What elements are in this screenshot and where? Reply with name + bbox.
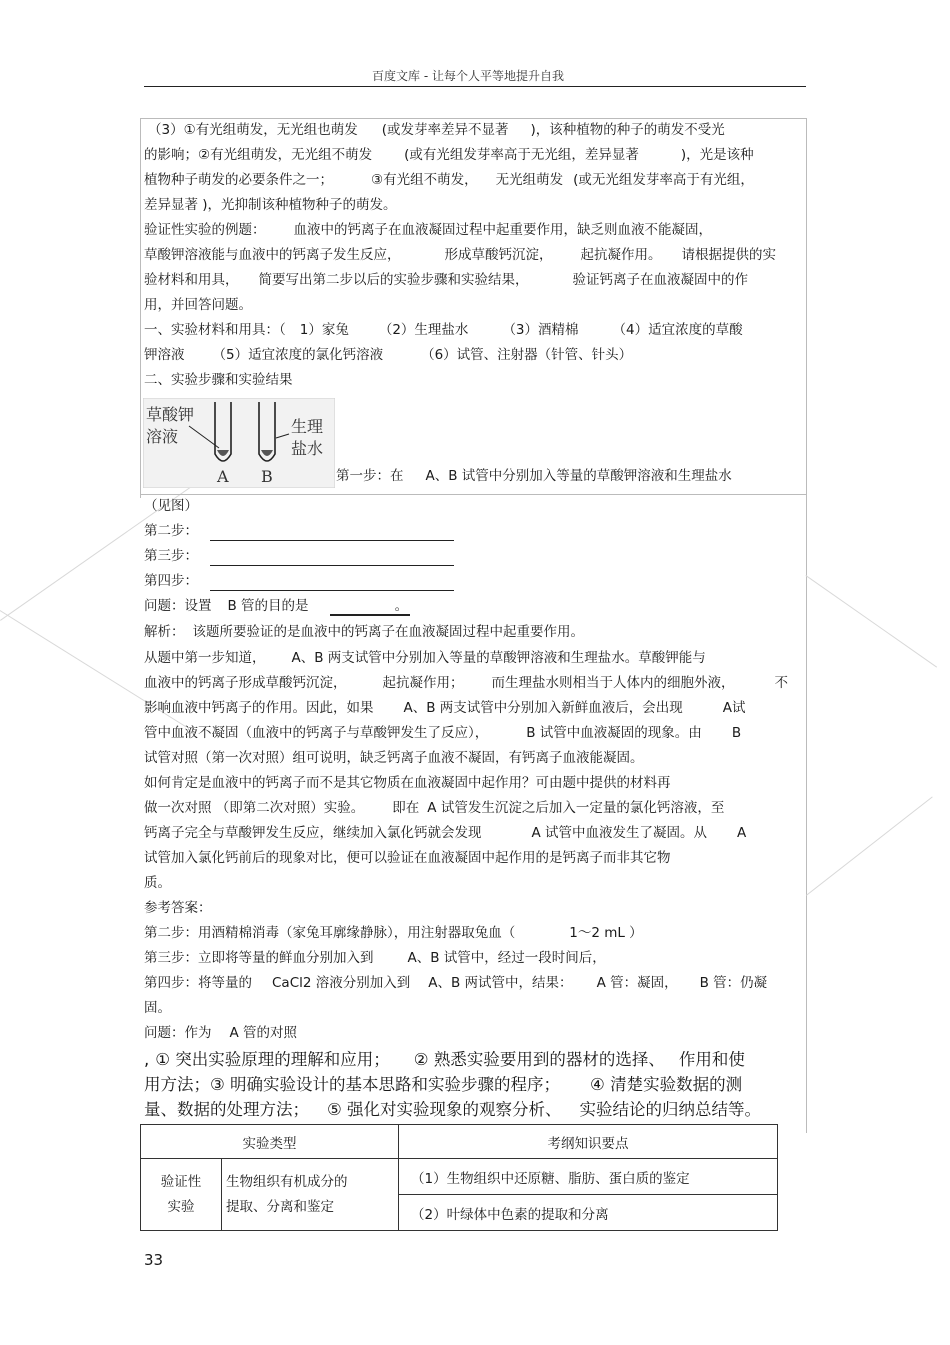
seg: 问题：作为 — [144, 1025, 212, 1041]
syllabus-table — [140, 1124, 778, 1231]
text-line-33 — [144, 996, 171, 1021]
table-item-2: （2）叶绿体中色素的提取和分离 — [399, 1195, 778, 1231]
seg: 做一次对照 （即第二次对照）实验。 — [144, 800, 365, 816]
text-line-23 — [144, 746, 644, 771]
seg: 第三步：立即将等量的鲜血分别加入到 — [144, 950, 374, 966]
seg: 血液中的钙离子形成草酸钙沉淀， — [144, 675, 347, 691]
summary-line-2 — [144, 1073, 742, 1097]
table-category-cell — [141, 1159, 222, 1231]
seg: 试管加入氯化钙前后的现象对比，便可以验证在血液凝固中起作用的是钙离子而非其它物 — [144, 850, 671, 866]
seg: 验证性实验的例题： — [144, 222, 266, 238]
header-rule — [144, 86, 806, 87]
seg: 草酸钾溶液能与血液中的钙离子发生反应， — [144, 247, 401, 263]
seg: A试 — [722, 700, 746, 716]
text-line-25 — [144, 796, 724, 821]
diagonal-line-right-lower — [806, 796, 933, 895]
seg: 固。 — [144, 1000, 171, 1016]
text-line-3 — [144, 168, 754, 193]
seg: A、B 试管中分别加入等量的草酸钾溶液和生理盐水 — [425, 468, 732, 484]
frame-left-line — [140, 118, 141, 498]
text-line-22 — [144, 721, 741, 746]
seg: 简要写出第二步以后的实验步骤和实验结果， — [258, 272, 529, 288]
seg: 起抗凝作用； — [382, 675, 464, 691]
text-line-1 — [148, 118, 725, 143]
seg: 解析： — [144, 624, 185, 640]
topic-line-1: 生物组织有机成分的 — [226, 1173, 348, 1190]
header-title: 百度文库 - 让每个人平等地提升自我 — [372, 69, 564, 83]
seg: 第三步： — [144, 548, 198, 564]
table-topic-cell — [222, 1159, 399, 1231]
seg: 植物种子萌发的必要条件之一； — [144, 172, 333, 188]
seg: 即在 — [392, 800, 420, 816]
seg: 1～2 mL ） — [569, 925, 643, 941]
seg: 1）家兔 — [299, 322, 349, 338]
text-line-11 — [144, 368, 293, 393]
seg: A 管的对照 — [229, 1025, 298, 1041]
table-item-1: （1）生物组织中还原糖、脂肪、蛋白质的鉴定 — [399, 1159, 778, 1195]
seg: （3）①有光组萌发，无光组也萌发 — [148, 122, 358, 138]
text-line-24 — [144, 771, 671, 796]
figure-tube-a-label: A — [217, 467, 229, 486]
seg: 不 — [774, 675, 788, 691]
seg: 如何肯定是血液中的钙离子而不是其它物质在血液凝固中起作用？可由题中提供的材料再 — [144, 775, 671, 791]
table-row — [141, 1159, 778, 1195]
seg: 试管对照（第一次对照）组可说明，缺乏钙离子血液不凝固，有钙离子血液能凝固。 — [144, 750, 644, 766]
seg: 质。 — [144, 875, 171, 891]
seg: （见图） — [144, 498, 198, 514]
text-line-5 — [144, 218, 712, 243]
category-line-2: 实验 — [167, 1198, 195, 1215]
seg: 作用和使 — [678, 1050, 745, 1069]
seg: 该题所要验证的是血液中的钙离子在血液凝固过程中起重要作用。 — [192, 624, 584, 640]
seg: A 试管中血液发生了凝固。从 — [531, 825, 708, 841]
seg: ② 熟悉实验要用到的器材的选择、 — [413, 1050, 665, 1069]
figure-label-oxalate-2: 溶液 — [146, 427, 179, 446]
seg: 请根据提供的实 — [681, 247, 776, 263]
test-tube-figure — [143, 398, 335, 488]
text-line-6 — [144, 243, 776, 268]
seg: 二、实验步骤和实验结果 — [144, 372, 293, 388]
text-line-13 — [144, 494, 198, 519]
text-line-18 — [144, 620, 584, 645]
seg: 参考答案： — [144, 900, 212, 916]
text-line-4 — [144, 193, 397, 218]
diagonal-line-right — [805, 575, 937, 668]
seg: 无光组萌发 — [495, 172, 564, 188]
seg: A 管：凝固， — [596, 975, 678, 991]
step2-label — [144, 519, 198, 544]
seg: 差异显著 )，光抑制该种植物种子的萌发。 — [144, 197, 397, 213]
seg: ① 突出实验原理的理解和应用； — [155, 1050, 390, 1069]
text-line-26 — [144, 821, 746, 846]
text-line-34 — [144, 1021, 297, 1046]
seg: 用方法；③ 明确实验设计的基本思路和实验步骤的程序； — [144, 1075, 561, 1094]
seg: 从题中第一步知道， — [144, 650, 266, 666]
seg: （6）试管、注射器（针管、针头） — [421, 347, 633, 363]
text-line-30 — [144, 921, 643, 946]
seg: 管中血液不凝固（血液中的钙离子与草酸钾发生了反应）， — [144, 725, 489, 741]
seg: )，光是该种 — [680, 147, 754, 163]
text-line-21 — [144, 696, 746, 721]
category-line-1: 验证性 — [160, 1173, 202, 1190]
seg: ④ 清楚实验数据的测 — [590, 1075, 743, 1094]
seg: A、B 两支试管中分别加入新鲜血液后，会出现 — [403, 700, 683, 716]
seg: CaCl2 溶液分别加入到 — [272, 975, 411, 991]
seg: 的影响；②有光组萌发，无光组不萌发 — [144, 147, 373, 163]
step4-label — [144, 569, 198, 594]
seg: ⑤ 强化对实验现象的观察分析、 — [327, 1100, 562, 1119]
seg: (或有光组发芽率高于无光组，差异显著 — [404, 147, 639, 163]
seg: 起抗凝作用。 — [580, 247, 662, 263]
seg: （3）酒精棉 — [502, 322, 579, 338]
frame-step-divider — [140, 494, 806, 495]
seg: （4）适宜浓度的草酸 — [612, 322, 743, 338]
seg: 。 — [394, 598, 409, 614]
seg: （5）适宜浓度的氯化钙溶液 — [212, 347, 384, 363]
step3-label — [144, 544, 198, 569]
summary-line-1 — [144, 1048, 745, 1072]
text-line-32 — [144, 971, 767, 996]
seg: 钙离子完全与草酸钾发生反应，继续加入氯化钙就会发现 — [144, 825, 482, 841]
text-line-31 — [144, 946, 606, 971]
seg: 验材料和用具， — [144, 272, 239, 288]
seg: A、B 试管中，经过一段时间后， — [407, 950, 606, 966]
text-line-20 — [144, 671, 788, 696]
seg: A 试管发生沉淀之后加入一定量的氯化钙溶液，至 — [427, 800, 725, 816]
seg: A、B 两试管中，结果： — [428, 975, 573, 991]
seg: A — [737, 825, 747, 841]
seg: B 管的目的是 — [227, 598, 309, 614]
seg: B 管：仍凝 — [699, 975, 768, 991]
text-line-19 — [144, 646, 706, 671]
frame-right-line — [806, 118, 807, 1133]
seg: 第二步：用酒精棉消毒（家兔耳廓缘静脉），用注射器取兔血（ — [144, 925, 516, 941]
summary-line-3 — [144, 1098, 761, 1122]
seg: , — [144, 1050, 150, 1069]
seg: 影响血液中钙离子的作用。因此，如果 — [144, 700, 374, 716]
seg: 实验结论的归纳总结等。 — [579, 1100, 762, 1119]
seg: )，该种植物的种子的萌发不受光 — [530, 122, 725, 138]
text-line-28 — [144, 871, 171, 896]
seg: A、B 两支试管中分别加入等量的草酸钾溶液和生理盐水。草酸钾能与 — [291, 650, 706, 666]
seg: (或无光组发芽率高于有光组， — [573, 172, 754, 188]
seg: 形成草酸钙沉淀， — [444, 247, 553, 263]
text-line-27 — [144, 846, 671, 871]
table-header-row — [141, 1125, 778, 1159]
step4-blank — [210, 590, 454, 591]
figure-label-saline-2: 盐水 — [291, 439, 324, 458]
seg: 第四步：将等量的 — [144, 975, 252, 991]
step2-blank — [210, 540, 454, 541]
seg: 一、实验材料和用具：（ — [144, 322, 286, 338]
seg: (或发芽率差异不显著 — [381, 122, 509, 138]
seg: ③有光组不萌发， — [371, 172, 478, 188]
text-line-9 — [144, 318, 743, 343]
seg: B 试管中血液凝固的现象。由 — [526, 725, 702, 741]
seg: 而生理盐水则相当于人体内的细胞外液， — [491, 675, 735, 691]
topic-line-2: 提取、分离和鉴定 — [226, 1198, 334, 1215]
seg: 血液中的钙离子在血液凝固过程中起重要作用，缺乏则血液不能凝固， — [293, 222, 712, 238]
text-line-2 — [144, 143, 754, 168]
seg: （2）生理盐水 — [378, 322, 469, 338]
text-line-12 — [336, 464, 732, 489]
table-header-points: 考纲知识要点 — [399, 1125, 778, 1159]
text-line-29 — [144, 896, 212, 921]
text-line-10 — [144, 343, 632, 368]
seg: 量、数据的处理方法； — [144, 1100, 309, 1119]
figure-tube-b-label: B — [261, 467, 273, 486]
seg: 第四步： — [144, 573, 198, 589]
seg: 验证钙离子在血液凝固中的作 — [572, 272, 748, 288]
text-line-7 — [144, 268, 748, 293]
table-header-type: 实验类型 — [141, 1125, 399, 1159]
seg: 第一步：在 — [336, 468, 404, 484]
page-number: 33 — [144, 1251, 164, 1269]
question-blank — [330, 614, 410, 616]
seg: 用，并回答问题。 — [144, 297, 252, 313]
text-line-8 — [144, 293, 252, 318]
step3-blank — [210, 565, 454, 566]
seg: B — [731, 725, 742, 741]
figure-label-oxalate-1: 草酸钾 — [146, 405, 195, 424]
seg: 问题：设置 — [144, 598, 212, 614]
figure-label-saline-1: 生理 — [291, 417, 324, 436]
seg: 第二步： — [144, 523, 198, 539]
seg: 钾溶液 — [144, 347, 185, 363]
